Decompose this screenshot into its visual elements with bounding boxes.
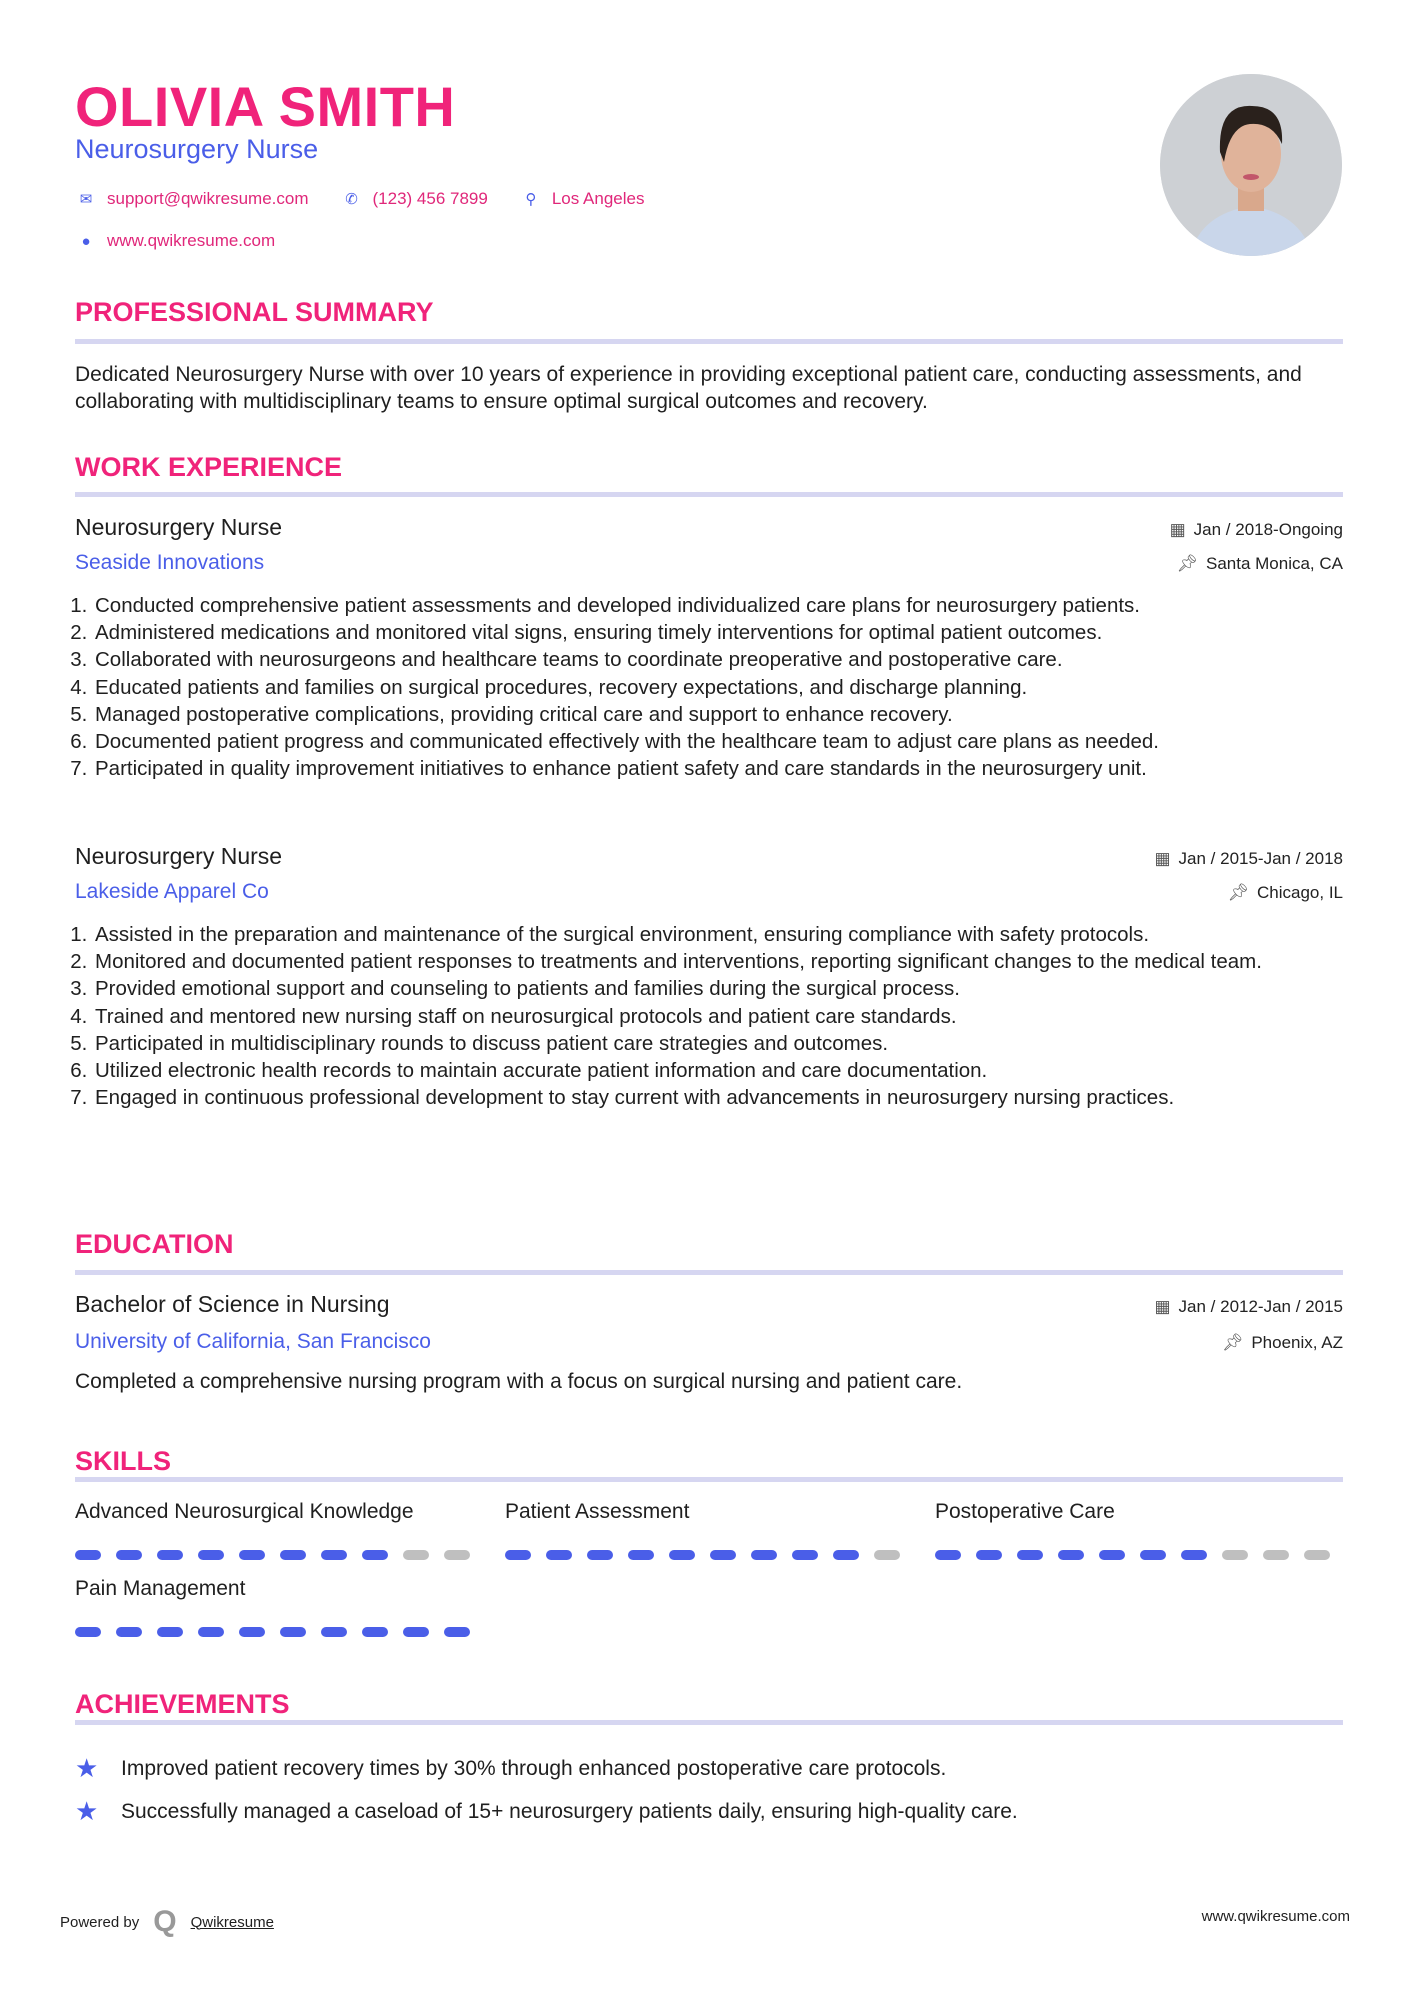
skill-bar-empty — [403, 1550, 429, 1560]
education-header — [75, 1291, 1343, 1318]
company-name: Lakeside Apparel Co — [75, 880, 269, 903]
skill-bar-filled — [1058, 1550, 1084, 1560]
phone-icon: ✆ — [345, 191, 358, 208]
job-dates: Jan / 2015-Jan / 2018 — [1178, 849, 1343, 868]
skill-bar-filled — [280, 1627, 306, 1637]
list-item: 2. Monitored and documented patient responses to treatments and interventions, reporting significant changes to the medical team. — [93, 948, 1343, 975]
website-row — [75, 231, 275, 251]
candidate-name: OLIVIA SMITH — [75, 75, 456, 138]
job-1-bullets — [75, 592, 1343, 782]
envelope-icon: ✉ — [79, 191, 93, 208]
summary-heading: PROFESSIONAL SUMMARY — [75, 297, 434, 327]
skill-bar-empty — [444, 1550, 470, 1560]
skill-bar-filled — [157, 1550, 183, 1560]
calendar-icon: ▦ — [1169, 520, 1186, 539]
achievement-text: Improved patient recovery times by 30% through enhanced postoperative care protocols. — [121, 1756, 947, 1780]
skill-bar-filled — [280, 1550, 306, 1560]
skill-bar-filled — [976, 1550, 1002, 1560]
list-item: 3. Collaborated with neurosurgeons and healthcare teams to coordinate preoperative and postoperative care. — [93, 646, 1343, 673]
work-heading: WORK EXPERIENCE — [75, 452, 343, 482]
job-title: Neurosurgery Nurse — [75, 514, 283, 540]
skill-level — [505, 1550, 905, 1560]
achievement-item — [75, 1753, 946, 1784]
skill-name: Patient Assessment — [505, 1500, 690, 1523]
education-location: Phoenix, AZ — [1251, 1333, 1343, 1352]
list-item: 3. Provided emotional support and counseling to patients and families during the surgical process. — [93, 975, 1343, 1002]
skill-bar-filled — [935, 1550, 961, 1560]
skill-bar-filled — [628, 1550, 654, 1560]
skill-bar-filled — [1017, 1550, 1043, 1560]
skill-bar-filled — [403, 1627, 429, 1637]
list-item: 4. Educated patients and families on surgical procedures, recovery expectations, and discharge planning. — [93, 674, 1343, 701]
job-1-header — [75, 514, 1343, 541]
calendar-icon: ▦ — [1154, 849, 1171, 868]
skill-bar-empty — [874, 1550, 900, 1560]
skill-item — [75, 1500, 475, 1560]
qwikresume-logo-icon: Q — [153, 1905, 177, 1938]
list-item: 5. Participated in multidisciplinary rounds to discuss patient care strategies and outcomes. — [93, 1030, 1343, 1057]
education-description: Completed a comprehensive nursing program with a focus on surgical nursing and patient care. — [75, 1370, 963, 1393]
skill-level — [935, 1550, 1335, 1560]
skills-heading: SKILLS — [75, 1446, 172, 1476]
star-icon: ★ — [75, 1796, 99, 1826]
skill-bar-filled — [75, 1550, 101, 1560]
list-item: 6. Documented patient progress and communicated effectively with the healthcare team to adjust care plans as needed. — [93, 728, 1343, 755]
skill-name: Postoperative Care — [935, 1500, 1115, 1523]
skill-bar-filled — [362, 1550, 388, 1560]
skill-bar-filled — [362, 1627, 388, 1637]
powered-by-label: Powered by — [60, 1913, 140, 1931]
list-item: 6. Utilized electronic health records to maintain accurate patient information and care documentation. — [93, 1057, 1343, 1084]
location-text: Los Angeles — [551, 189, 645, 208]
skill-level — [75, 1550, 475, 1560]
pin-icon: 📌︎ — [1221, 1333, 1244, 1352]
pin-icon: 📌︎ — [1176, 554, 1198, 573]
achievement-item — [75, 1796, 1018, 1827]
divider — [75, 1720, 1343, 1725]
skill-bar-filled — [1181, 1550, 1207, 1560]
list-item: 1. Assisted in the preparation and maintenance of the surgical environment, ensuring compliance with safety protocols. — [93, 921, 1343, 948]
skill-bar-filled — [116, 1627, 142, 1637]
skill-bar-filled — [239, 1627, 265, 1637]
skill-bar-filled — [1140, 1550, 1166, 1560]
skill-bar-filled — [444, 1627, 470, 1637]
skill-bar-filled — [321, 1627, 347, 1637]
education-subheader — [75, 1330, 1343, 1354]
list-item: 7. Engaged in continuous professional development to stay current with advancements in neurosurgery nursing practices. — [93, 1084, 1343, 1111]
star-icon: ★ — [75, 1753, 99, 1783]
website-link[interactable]: www.qwikresume.com — [107, 231, 276, 250]
job-2-subheader — [75, 880, 1343, 904]
school-name: University of California, San Francisco — [75, 1330, 431, 1353]
job-1-subheader — [75, 551, 1343, 575]
job-2-bullets — [75, 921, 1343, 1111]
skill-bar-filled — [710, 1550, 736, 1560]
skill-name: Advanced Neurosurgical Knowledge — [75, 1500, 414, 1523]
skill-bar-empty — [1304, 1550, 1330, 1560]
skill-bar-empty — [1263, 1550, 1289, 1560]
skill-bar-filled — [157, 1627, 183, 1637]
skill-item — [935, 1500, 1335, 1560]
skill-bar-filled — [75, 1627, 101, 1637]
contact-row — [75, 189, 644, 209]
pin-icon: 📌︎ — [1227, 883, 1249, 902]
list-item: 5. Managed postoperative complications, providing critical care and support to enhance recovery. — [93, 701, 1343, 728]
skill-bar-filled — [239, 1550, 265, 1560]
skill-bar-filled — [792, 1550, 818, 1560]
summary-text: Dedicated Neurosurgery Nurse with over 10 years of experience in providing exceptional patient care, conducting assessments, and collaborating with multidisciplinary teams to ensure optimal surgical outcomes and recovery. — [75, 363, 1302, 413]
skill-bar-filled — [198, 1550, 224, 1560]
skill-bar-filled — [587, 1550, 613, 1560]
brand-link[interactable]: Qwikresume — [190, 1913, 274, 1931]
email-link[interactable]: support@qwikresume.com — [107, 189, 309, 208]
education-dates: Jan / 2012-Jan / 2015 — [1178, 1297, 1343, 1316]
job-dates: Jan / 2018-Ongoing — [1193, 520, 1343, 539]
skill-item — [75, 1577, 475, 1637]
list-item: 2. Administered medications and monitored vital signs, ensuring timely interventions for optimal patient outcomes. — [93, 619, 1343, 646]
skill-bar-filled — [505, 1550, 531, 1560]
achievement-text: Successfully managed a caseload of 15+ neurosurgery patients daily, ensuring high-quality care. — [121, 1799, 1018, 1823]
skill-item — [505, 1500, 905, 1560]
divider — [75, 492, 1343, 497]
skill-bar-empty — [1222, 1550, 1248, 1560]
degree: Bachelor of Science in Nursing — [75, 1291, 390, 1317]
divider — [75, 1270, 1343, 1275]
map-pin-icon: ⚲ — [525, 191, 537, 208]
candidate-title: Neurosurgery Nurse — [75, 134, 319, 164]
skill-bar-filled — [198, 1627, 224, 1637]
skill-bar-filled — [833, 1550, 859, 1560]
globe-icon: ● — [81, 232, 91, 250]
skill-level — [75, 1627, 475, 1637]
divider — [75, 1477, 1343, 1482]
profile-photo — [1160, 74, 1342, 256]
education-heading: EDUCATION — [75, 1229, 234, 1259]
list-item: 4. Trained and mentored new nursing staff on neurosurgical protocols and patient care standards. — [93, 1003, 1343, 1030]
achievements-heading: ACHIEVEMENTS — [75, 1689, 290, 1719]
footer-powered — [60, 1905, 274, 1939]
calendar-icon: ▦ — [1154, 1297, 1171, 1316]
list-item: 7. Participated in quality improvement initiatives to enhance patient safety and care standards in the neurosurgery unit. — [93, 755, 1343, 782]
job-location: Santa Monica, CA — [1205, 554, 1343, 573]
job-location: Chicago, IL — [1257, 883, 1343, 902]
skill-bar-filled — [751, 1550, 777, 1560]
job-title: Neurosurgery Nurse — [75, 843, 283, 869]
footer-website[interactable]: www.qwikresume.com — [1201, 1908, 1350, 1925]
divider — [75, 339, 1343, 344]
skill-bar-filled — [1099, 1550, 1125, 1560]
phone-text: (123) 456 7899 — [372, 189, 488, 208]
company-name: Seaside Innovations — [75, 551, 265, 574]
list-item: 1. Conducted comprehensive patient assessments and developed individualized care plans for neurosurgery patients. — [93, 592, 1343, 619]
skill-name: Pain Management — [75, 1577, 246, 1600]
skill-bar-filled — [321, 1550, 347, 1560]
skill-bar-filled — [546, 1550, 572, 1560]
job-2-header — [75, 843, 1343, 870]
skill-bar-filled — [669, 1550, 695, 1560]
skill-bar-filled — [116, 1550, 142, 1560]
